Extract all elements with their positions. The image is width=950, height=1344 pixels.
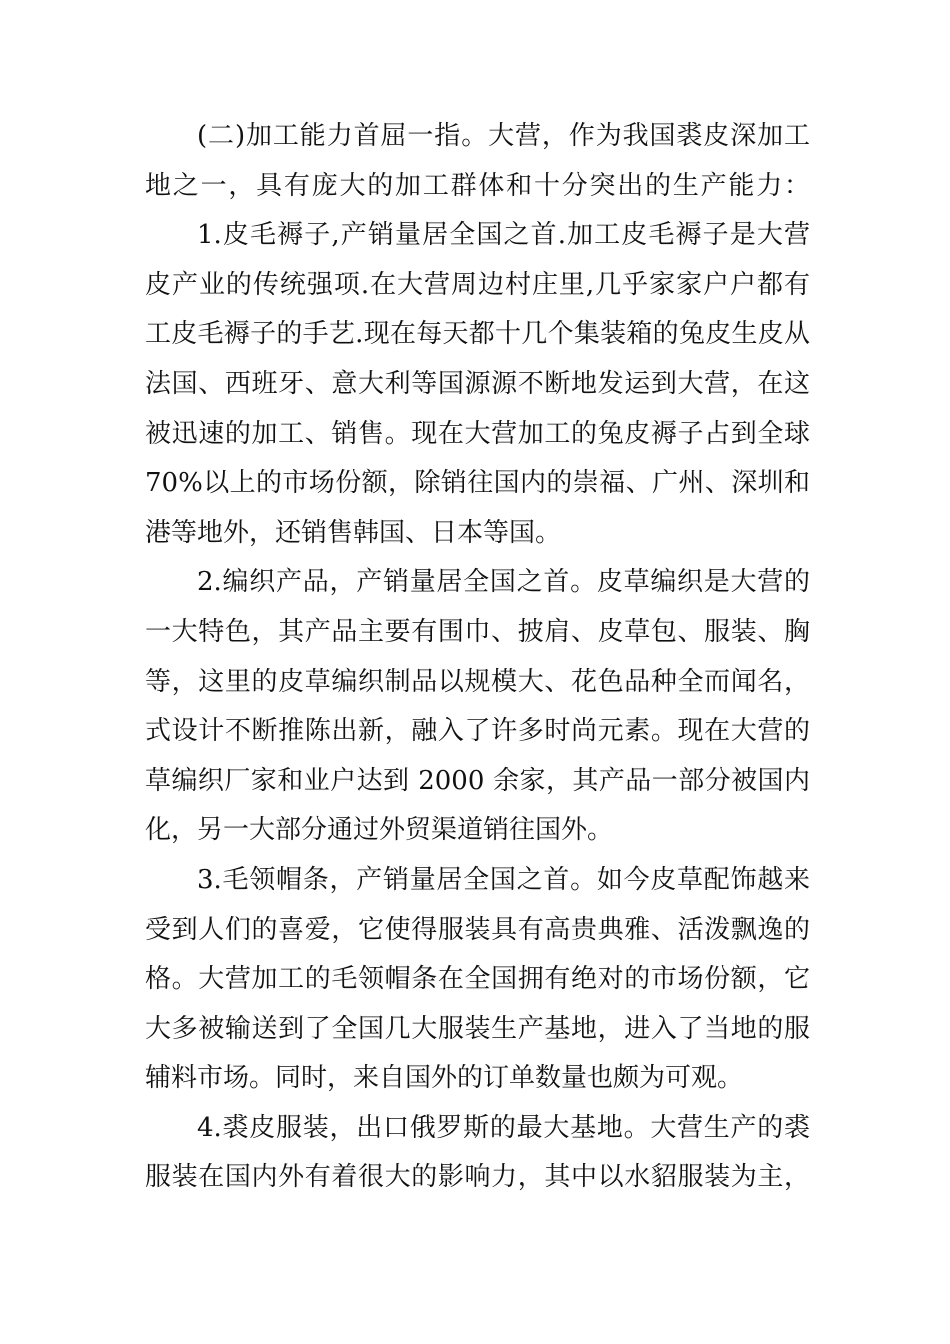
text-line: 1.皮毛褥子,产销量居全国之首.加工皮毛褥子是大营 — [197, 220, 810, 251]
text-line: 工皮毛褥子的手艺.现在每天都十几个集装箱的兔皮生皮从 — [145, 319, 810, 350]
text-line: 受到人们的喜爱，它使得服装具有高贵典雅、活泼飘逸的 — [145, 914, 810, 945]
text-line: 港等地外，还销售韩国、日本等国。 — [145, 517, 562, 548]
text-line: 地之一，具有庞大的加工群体和十分突出的生产能力： — [145, 170, 810, 201]
text-line: 大多被输送到了全国几大服装生产基地，进入了当地的服 — [145, 1013, 810, 1044]
text-line: 被迅速的加工、销售。现在大营加工的兔皮褥子占到全球 — [145, 418, 810, 449]
text-line: 式设计不断推陈出新，融入了许多时尚元素。现在大营的 — [145, 716, 810, 747]
text-line: 辅料市场。同时，来自国外的订单数量也颇为可观。 — [145, 1063, 744, 1094]
text-line: 70%以上的市场份额，除销往国内的崇福、广州、深圳和 — [145, 468, 810, 499]
text-line: 3.毛领帽条，产销量居全国之首。如今皮草配饰越来 — [197, 864, 810, 895]
text-line: 2.编织产品，产销量居全国之首。皮草编织是大营的 — [197, 567, 810, 598]
text-line: 4.裘皮服装，出口俄罗斯的最大基地。大营生产的裘 — [197, 1112, 810, 1143]
text-line: 服装在国内外有着很大的影响力，其中以水貂服装为主， — [145, 1162, 810, 1193]
text-line: 格。大营加工的毛领帽条在全国拥有绝对的市场份额，它 — [145, 964, 810, 995]
document-body — [145, 112, 810, 1203]
text-line: 一大特色，其产品主要有围巾、披肩、皮草包、服装、胸 — [145, 616, 810, 647]
text-line: (二)加工能力首屈一指。大营，作为我国裘皮深加工 — [197, 121, 810, 151]
text-line: 化，另一大部分通过外贸渠道销往国外。 — [145, 815, 614, 846]
text-line: 草编织厂家和业户达到 2000 余家，其产品一部分被国内 — [145, 765, 810, 796]
text-line: 法国、西班牙、意大利等国源源不断地发运到大营，在这 — [145, 368, 810, 399]
text-line: 等，这里的皮草编织制品以规模大、花色品种全而闻名， — [145, 666, 810, 697]
text-line: 皮产业的传统强项.在大营周边村庄里,几乎家家户户都有 — [145, 269, 810, 300]
